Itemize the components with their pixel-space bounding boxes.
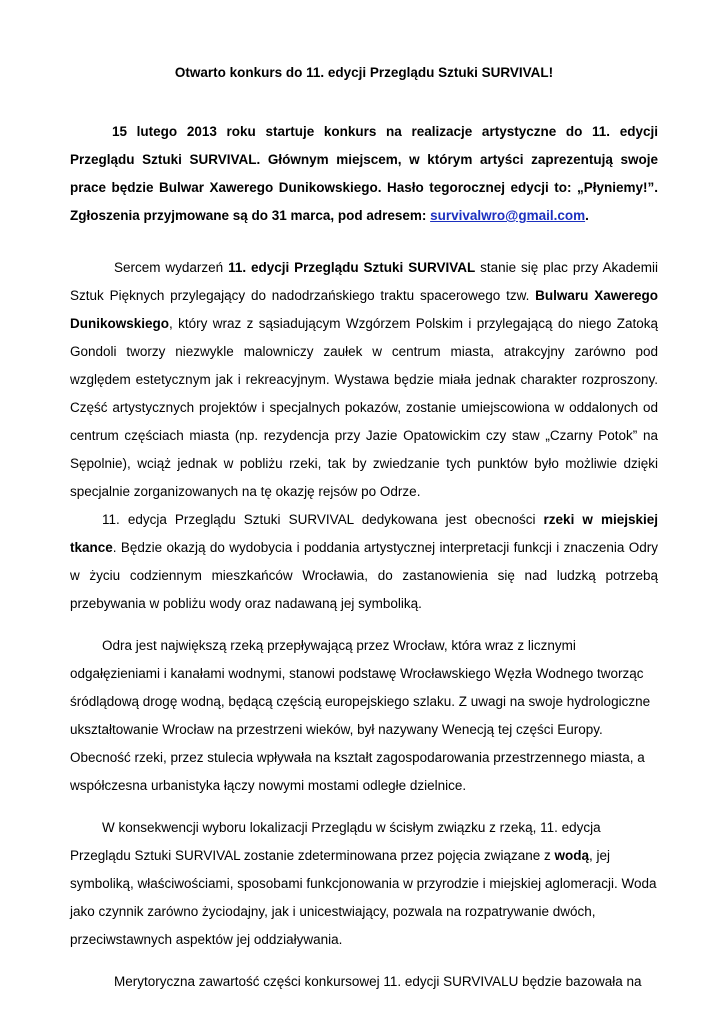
email-link[interactable]: survivalwro@gmail.com <box>430 208 586 223</box>
text-span: . Będzie okazją do wydobycia i poddania artystycznej interpretacji funkcji i znaczenia Odry w życiu codziennym mieszkańców Wrocławia, do zastanowienia się nad ludzką potrzebą przebywania w pobliżu wody oraz nadawaną jej symboliką. <box>70 540 658 611</box>
paragraph-odra: Odra jest największą rzeką przepływającą przez Wrocław, która wraz z licznymi odgałęzieniami i kanałami wodnymi, stanowi podstawę Wrocławskiego Węzła Wodnego tworząc śródlądową drogę wodną, będącą częścią europejskiego szlaku. Z uwagi na swoje hydrologiczne ukształtowanie Wrocław na przestrzeni wieków, był nazywany Wenecją tej części Europy. Obecność rzeki, przez stulecia wpływała na kształt zagospodarowania przestrzennego miasta, a współczesna urbanistyka łączy nowymi mostami odległe dzielnice. <box>70 638 651 793</box>
text-span: Sercem wydarzeń <box>114 260 229 275</box>
bold-span: Bulwaru Xawerego Dunikowskiego <box>70 288 658 331</box>
text-span: , jej symboliką, właściwościami, sposobami funkcjonowania w przyrodzie i miejskiej aglomeracji. Woda jako czynnik zarówno życiodajny, jak i unicestwiający, pozwala na rozpatrywanie dwóch, przeciwstawnych aspektów jej oddziaływania. <box>70 848 657 947</box>
text-span: , który wraz z sąsiadującym Wzgórzem Polskim i przylegającą do niego Zatoką Gondoli tworzy niezwykle malowniczy zaułek w centrum miasta, atrakcyjny zarówno pod względem estetycznym jak i rekreacyjnym. Wystawa będzie miała jednak charakter rozproszony. Część artystycznych projektów i specjalnych pokazów, zostanie umiejscowiona w oddalonych od centrum częściach miasta (np. rezydencja przy Jazie Opatowickim czy staw „Czarny Potok” na Sępolnie), wciąż jednak w pobliżu rzeki, tak by zwiedzanie tych punktów było możliwie dzięki specjalnie zorganizowanych na tę okazję rejsów po Odrze. <box>70 316 658 499</box>
bold-span: rzeki w miejskiej tkance <box>70 512 658 555</box>
text-span: 11. edycja Przeglądu Sztuki SURVIVAL dedykowana jest obecności <box>102 512 544 527</box>
text-span: stanie się plac przy Akademii Sztuk Pięknych przylegający do nadodrzańskiego traktu spacerowego tzw. <box>70 260 658 303</box>
intro-end: . <box>585 208 589 223</box>
intro-text: 15 lutego 2013 roku startuje konkurs na realizacje artystyczne do 11. edycji Przeglądu Sztuki SURVIVAL. Głównym miejscem, w którym artyści zaprezentują swoje prace będzie Bulwar Xawerego Dunikowskiego. Hasło tegorocznej edycji to: „Płyniemy!”. Zgłoszenia przyjmowane są do 31 marca, pod adresem: <box>70 124 658 223</box>
bold-span: wodą <box>554 848 590 863</box>
paragraph-water <box>70 814 658 954</box>
page-title: Otwarto konkurs do 11. edycji Przeglądu Sztuki SURVIVAL! <box>174 65 554 80</box>
intro-paragraph <box>70 118 658 230</box>
paragraph-content: Merytoryczna zawartość części konkursowej 11. edycji SURVIVALU będzie bazowała na <box>114 974 642 989</box>
bold-span: 11. edycji Przeglądu Sztuki SURVIVAL <box>228 260 476 275</box>
paragraph-venue <box>70 254 658 506</box>
paragraph-river <box>70 506 658 618</box>
text-span: W konsekwencji wyboru lokalizacji Przeglądu w ścisłym związku z rzeką, 11. edycja Przeglądu Sztuki SURVIVAL zostanie zdeterminowana przez pojęcia związane z <box>70 820 601 863</box>
